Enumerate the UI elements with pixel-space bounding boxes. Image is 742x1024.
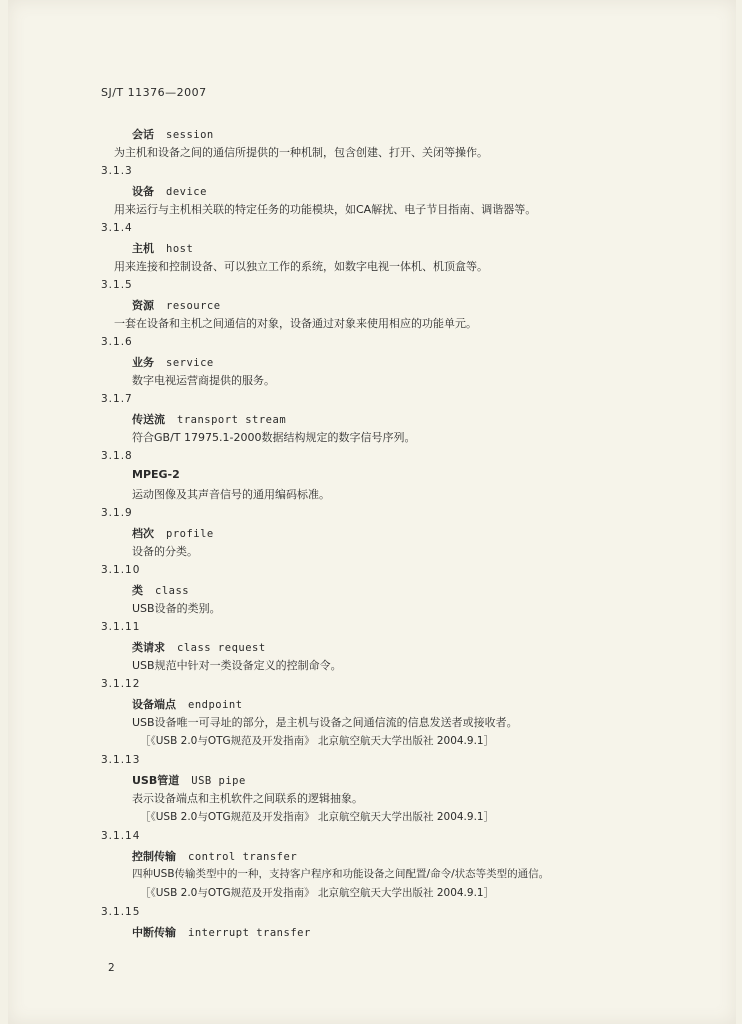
term-heading xyxy=(132,468,192,481)
term-english: session xyxy=(166,129,214,141)
clause-number: 3.1.6 xyxy=(101,336,133,348)
page-number: 2 xyxy=(108,962,115,974)
clause-number: 3.1.11 xyxy=(101,621,141,633)
term-english: host xyxy=(166,243,194,255)
term-english: control transfer xyxy=(188,851,298,863)
clause-number: 3.1.12 xyxy=(101,678,141,690)
term-heading xyxy=(132,772,246,788)
term-heading xyxy=(132,848,297,864)
term-chinese: 会话 xyxy=(132,128,154,141)
term-english: device xyxy=(166,186,207,198)
term-definition: 设备的分类。 xyxy=(132,545,198,558)
term-source: ［《USB 2.0与OTG规范及开发指南》 北京航空航天大学出版社 2004.9.1］ xyxy=(140,811,495,823)
clause-number: 3.1.7 xyxy=(101,393,133,405)
clause-number: 3.1.4 xyxy=(101,222,133,234)
term-chinese: 传送流 xyxy=(132,413,165,426)
term-english: resource xyxy=(166,300,221,312)
term-english: profile xyxy=(166,528,214,540)
clause-number: 3.1.15 xyxy=(101,906,141,918)
term-definition: 运动图像及其声音信号的通用编码标准。 xyxy=(132,488,330,501)
term-definition: 表示设备端点和主机软件之间联系的逻辑抽象。 xyxy=(132,792,363,805)
term-definition: 用来连接和控制设备、可以独立工作的系统，如数字电视一体机、机顶盒等。 xyxy=(114,260,488,273)
term-chinese: 类请求 xyxy=(132,641,165,654)
term-chinese: 控制传输 xyxy=(132,850,176,863)
term-chinese: 档次 xyxy=(132,527,154,540)
term-source: ［《USB 2.0与OTG规范及开发指南》 北京航空航天大学出版社 2004.9.1］ xyxy=(140,887,495,899)
term-english: service xyxy=(166,357,214,369)
clause-number: 3.1.9 xyxy=(101,507,133,519)
term-english: endpoint xyxy=(188,699,243,711)
term-chinese: 资源 xyxy=(132,299,154,312)
term-definition: USB设备唯一可寻址的部分，是主机与设备之间通信流的信息发送者或接收者。 xyxy=(132,716,518,729)
clause-number: 3.1.10 xyxy=(101,564,141,576)
term-heading xyxy=(132,924,311,940)
term-definition: 为主机和设备之间的通信所提供的一种机制，包含创建、打开、关闭等操作。 xyxy=(114,146,488,159)
term-heading xyxy=(132,696,243,712)
term-heading xyxy=(132,126,214,142)
term-definition: 数字电视运营商提供的服务。 xyxy=(132,374,275,387)
term-chinese: USB管道 xyxy=(132,774,180,787)
term-chinese: 设备端点 xyxy=(132,698,176,711)
term-heading xyxy=(132,297,221,313)
term-heading xyxy=(132,240,193,256)
term-heading xyxy=(132,354,214,370)
term-chinese: 设备 xyxy=(132,185,154,198)
clause-number: 3.1.13 xyxy=(101,754,141,766)
standard-code: SJ/T 11376—2007 xyxy=(101,86,207,99)
term-definition: 符合GB/T 17975.1-2000数据结构规定的数字信号序列。 xyxy=(132,431,416,444)
clause-number: 3.1.14 xyxy=(101,830,141,842)
term-heading xyxy=(132,582,189,598)
term-definition: 用来运行与主机相关联的特定任务的功能模块，如CA解扰、电子节目指南、调谐器等。 xyxy=(114,203,537,216)
term-heading xyxy=(132,639,266,655)
term-definition: 一套在设备和主机之间通信的对象，设备通过对象来使用相应的功能单元。 xyxy=(114,317,477,330)
term-definition: 四种USB传输类型中的一种，支持客户程序和功能设备之间配置/命令/状态等类型的通信。 xyxy=(132,868,550,880)
term-english: USB pipe xyxy=(191,775,246,787)
term-definition: USB规范中针对一类设备定义的控制命令。 xyxy=(132,659,342,672)
term-chinese: 业务 xyxy=(132,356,154,369)
term-english: interrupt transfer xyxy=(188,927,311,939)
term-heading xyxy=(132,183,207,199)
term-heading xyxy=(132,525,214,541)
term-heading xyxy=(132,411,286,427)
term-chinese: 类 xyxy=(132,584,143,597)
term-english: transport stream xyxy=(177,414,287,426)
clause-number: 3.1.5 xyxy=(101,279,133,291)
term-chinese: 主机 xyxy=(132,242,154,255)
clause-number: 3.1.3 xyxy=(101,165,133,177)
term-chinese: MPEG-2 xyxy=(132,468,180,481)
term-english: class xyxy=(155,585,190,597)
term-source: ［《USB 2.0与OTG规范及开发指南》 北京航空航天大学出版社 2004.9.1］ xyxy=(140,735,495,747)
term-english: class request xyxy=(177,642,266,654)
term-chinese: 中断传输 xyxy=(132,926,176,939)
term-definition: USB设备的类别。 xyxy=(132,602,221,615)
clause-number: 3.1.8 xyxy=(101,450,133,462)
